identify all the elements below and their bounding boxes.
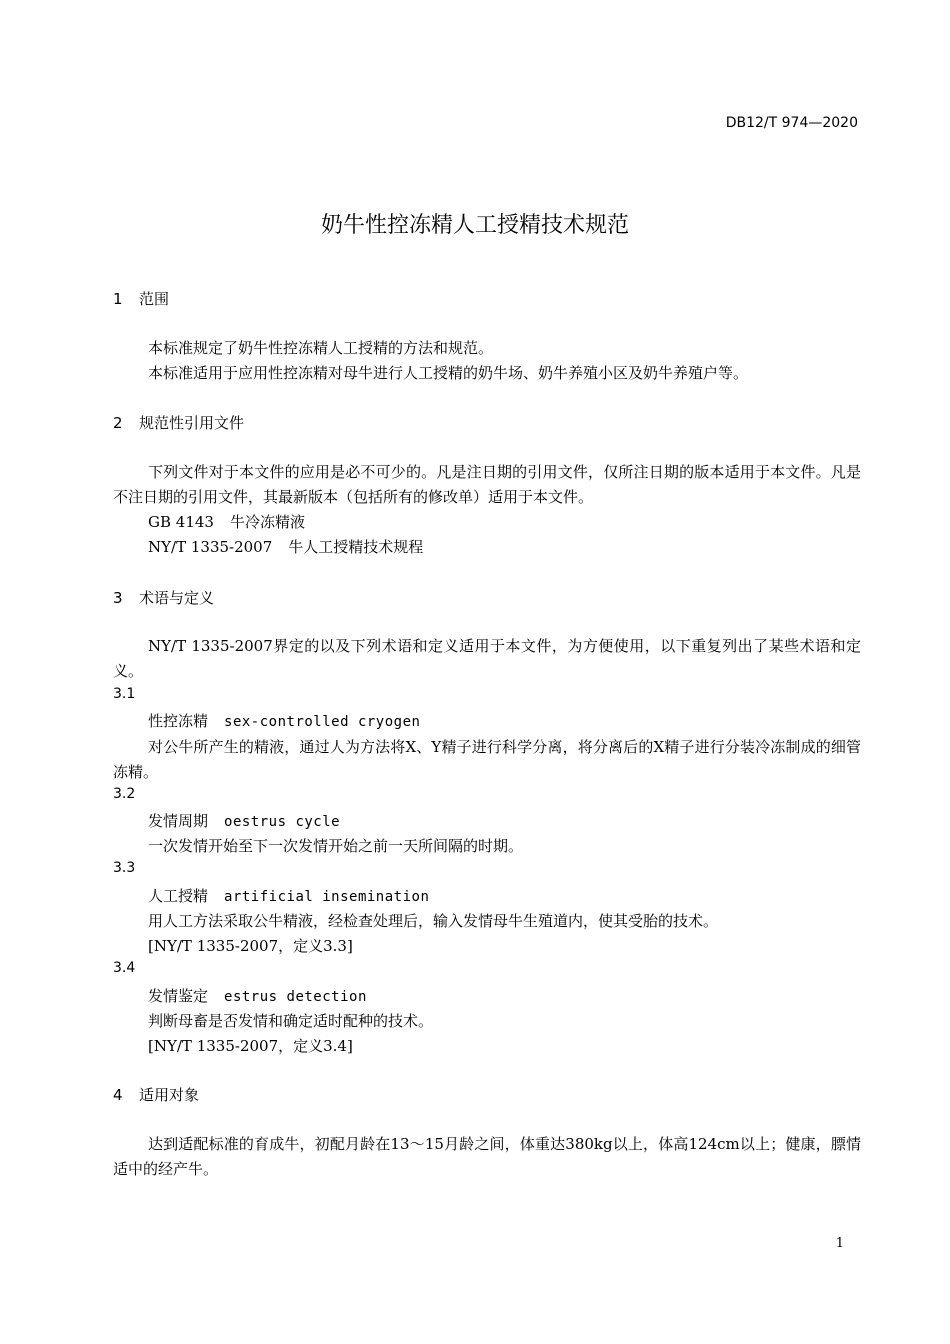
term-en: estrus detection (224, 989, 367, 1005)
paragraph: 本标准适用于应用性控冻精对母牛进行人工授精的奶牛场、奶牛养殖小区及奶牛养殖户等。 (148, 364, 749, 382)
page-number: 1 (835, 1236, 844, 1251)
term-heading (148, 810, 340, 831)
term-zh: 发情鉴定 (148, 987, 209, 1005)
section-heading (113, 412, 244, 433)
section-number: 1 (113, 290, 123, 308)
term-definition: 判断母畜是否发情和确定适时配种的技术。 (148, 1012, 434, 1030)
clause-number: 3.2 (113, 786, 136, 802)
reference-item (148, 536, 423, 557)
section-title: 适用对象 (139, 1086, 200, 1104)
term-definition: 用人工方法采取公牛精液，经检查处理后，输入发情母牛生殖道内，使其受胎的技术。 (148, 912, 719, 930)
paragraph: 达到适配标准的育成牛，初配月龄在13～15月龄之间，体重达380kg以上，体高124cm以上；健康，膘情适中的经产牛。 (113, 1135, 861, 1178)
reference-item (148, 511, 305, 532)
section-title: 规范性引用文件 (139, 414, 245, 432)
section-heading (113, 587, 214, 608)
term-zh: 人工授精 (148, 887, 209, 905)
term-zh: 发情周期 (148, 812, 209, 830)
clause-number: 3.1 (113, 686, 136, 702)
term-source: [NY/T 1335-2007，定义3.3] (148, 937, 353, 955)
reference-code: GB 4143 (148, 513, 214, 531)
section-title: 术语与定义 (139, 589, 215, 607)
document-number: DB12/T 974—2020 (725, 115, 858, 131)
term-definition: 对公牛所产生的精液，通过人为方法将X、Y精子进行科学分离，将分离后的X精子进行分装冷冻制成的细管冻精。 (113, 738, 861, 781)
term-heading (148, 885, 429, 906)
term-zh: 性控冻精 (148, 712, 209, 730)
term-heading (148, 985, 367, 1006)
term-en: oestrus cycle (224, 814, 341, 830)
term-source: [NY/T 1335-2007，定义3.4] (148, 1037, 353, 1055)
section-heading (113, 288, 169, 309)
section-title: 范围 (139, 290, 170, 308)
section-number: 4 (113, 1086, 123, 1104)
clause-number: 3.3 (113, 860, 136, 876)
section-number: 2 (113, 414, 123, 432)
term-heading (148, 710, 420, 731)
paragraph: NY/T 1335-2007界定的以及下列术语和定义适用于本文件，为方便使用，以下重复列出了某些术语和定义。 (113, 637, 861, 680)
document-title: 奶牛性控冻精人工授精技术规范 (320, 213, 629, 238)
reference-name: 牛人工授精技术规程 (288, 538, 424, 556)
term-definition: 一次发情开始至下一次发情开始之前一天所间隔的时期。 (148, 837, 524, 855)
clause-number: 3.4 (113, 960, 136, 976)
term-en: sex-controlled cryogen (224, 714, 421, 730)
section-number: 3 (113, 589, 123, 607)
reference-code: NY/T 1335-2007 (148, 538, 273, 556)
section-heading (113, 1084, 199, 1105)
reference-name: 牛冷冻精液 (229, 513, 305, 531)
term-en: artificial insemination (224, 889, 430, 905)
paragraph: 下列文件对于本文件的应用是必不可少的。凡是注日期的引用文件，仅所注日期的版本适用于本文件。凡是不注日期的引用文件，其最新版本（包括所有的修改单）适用于本文件。 (113, 463, 861, 506)
paragraph: 本标准规定了奶牛性控冻精人工授精的方法和规范。 (148, 339, 494, 357)
